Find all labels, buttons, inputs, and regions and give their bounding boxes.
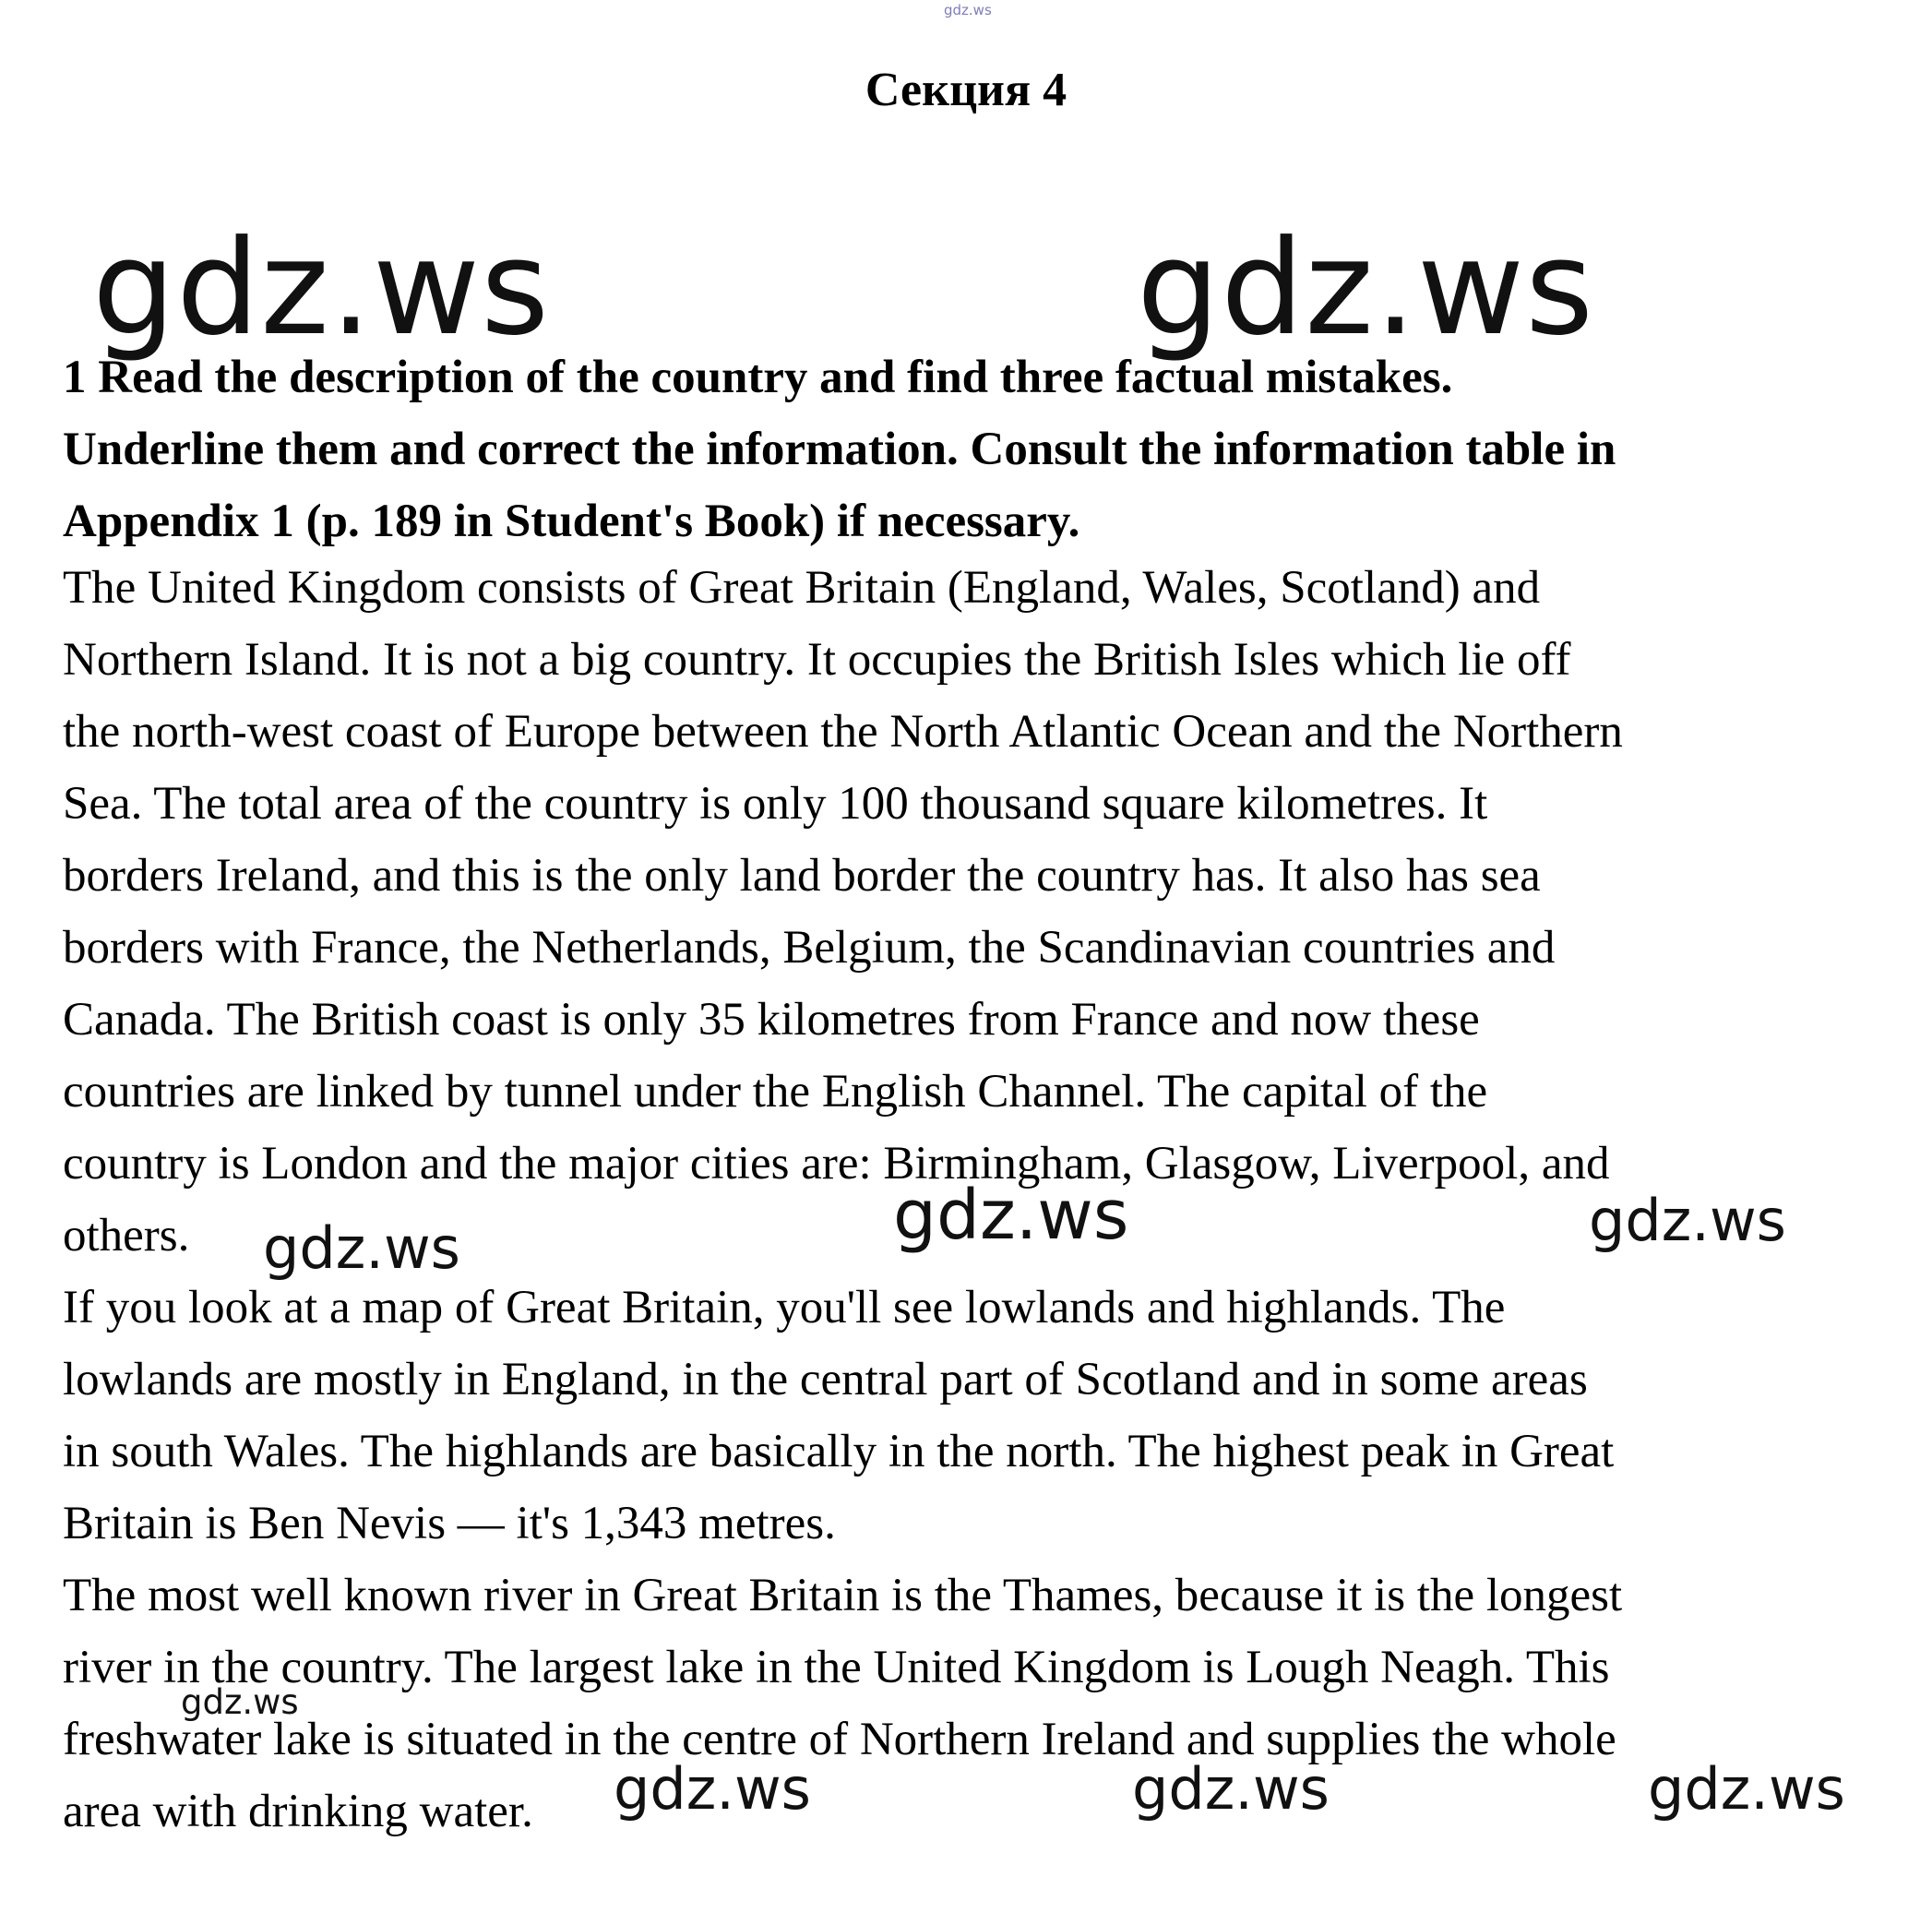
text-line: The most well known river in Great Britain is the Thames, because it is the longest [63, 1570, 1623, 1621]
watermark: gdz.ws [893, 1176, 1129, 1255]
text-line: borders Ireland, and this is the only land border the country has. It also has sea [63, 850, 1541, 902]
text-line: others. [63, 1210, 190, 1261]
text-line: countries are linked by tunnel under the English Channel. The capital of the [63, 1066, 1488, 1118]
text-line: country is London and the major cities are: Birmingham, Glasgow, Liverpool, and [63, 1138, 1610, 1190]
watermark: gdz.ws [263, 1214, 460, 1282]
watermark: gdz.ws [92, 212, 551, 365]
task-line: Appendix 1 (p. 189 in Student's Book) if necessary. [63, 496, 1080, 547]
task-line: 1 Read the description of the country and find three factual mistakes. [63, 352, 1453, 403]
text-line: freshwater lake is situated in the centre of Northern Ireland and supplies the whole [63, 1714, 1616, 1765]
section-title: Секция 4 [865, 64, 1067, 116]
text-line: Northern Island. It is not a big country. It occupies the British Isles which lie off [63, 634, 1571, 686]
text-line: If you look at a map of Great Britain, you'll see lowlands and highlands. The [63, 1282, 1506, 1333]
text-line: lowlands are mostly in England, in the central part of Scotland and in some areas [63, 1354, 1588, 1405]
text-line: borders with France, the Netherlands, Belgium, the Scandinavian countries and [63, 922, 1556, 974]
text-line: The United Kingdom consists of Great Britain (England, Wales, Scotland) and [63, 562, 1541, 614]
task-line: Underline them and correct the information. Consult the information table in [63, 424, 1616, 475]
watermark: gdz.ws [614, 1755, 811, 1823]
text-line: the north-west coast of Europe between the North Atlantic Ocean and the Northern [63, 706, 1623, 758]
task-instruction [63, 341, 1871, 557]
text-line: Britain is Ben Nevis — it's 1,343 metres. [63, 1498, 836, 1549]
text-line: river in the country. The largest lake in the United Kingdom is Lough Neagh. This [63, 1642, 1610, 1693]
top-watermark: gdz.ws [944, 2, 992, 18]
watermark: gdz.ws [181, 1682, 299, 1722]
text-line: Sea. The total area of the country is only 100 thousand square kilometres. It [63, 778, 1488, 830]
text-line: Canada. The British coast is only 35 kilometres from France and now these [63, 994, 1480, 1046]
watermark: gdz.ws [1648, 1755, 1845, 1823]
text-line: area with drinking water. [63, 1786, 533, 1837]
watermark: gdz.ws [1589, 1187, 1786, 1254]
watermark: gdz.ws [1137, 212, 1595, 365]
text-line: in south Wales. The highlands are basically in the north. The highest peak in Great [63, 1426, 1615, 1477]
watermark: gdz.ws [1132, 1755, 1330, 1823]
